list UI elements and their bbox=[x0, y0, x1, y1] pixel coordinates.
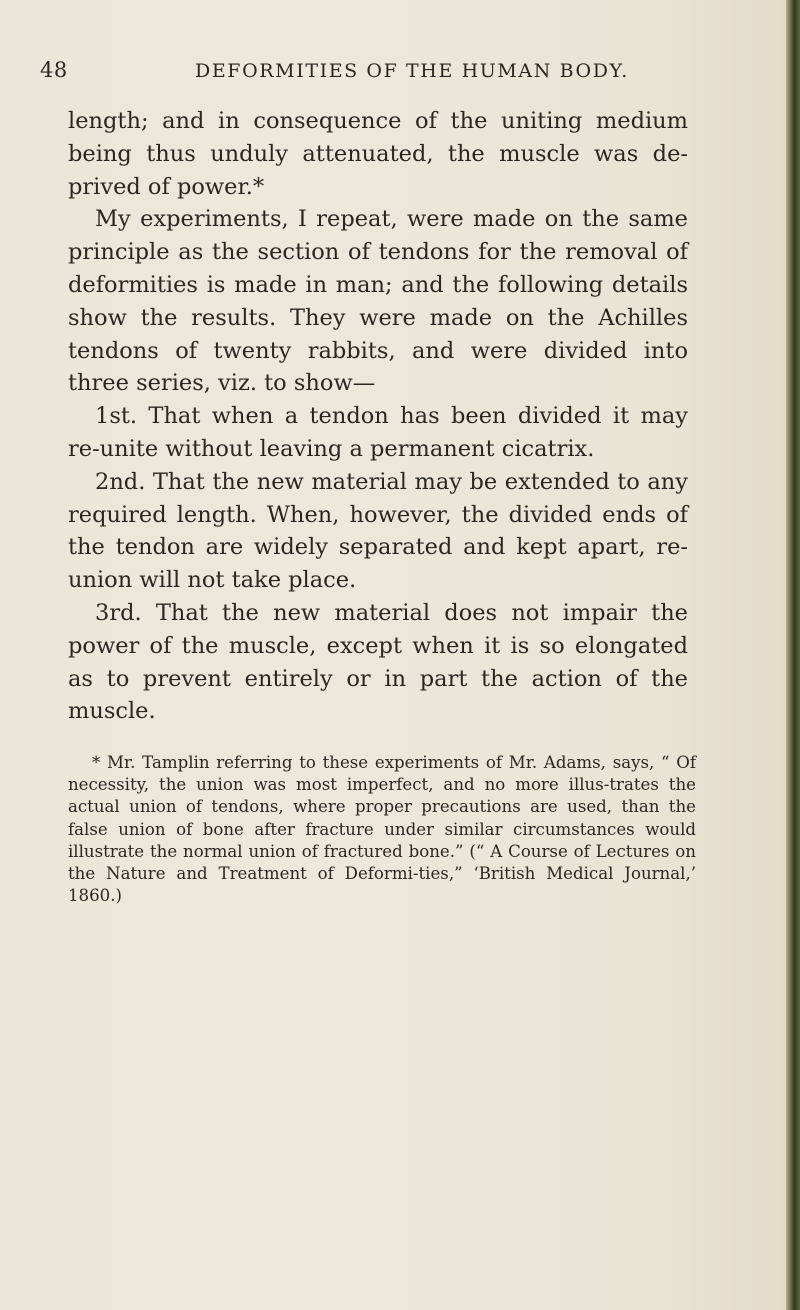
paragraph-first: 1st. That when a tendon has been divided it may re-unite without leaving a permanent cicatrix. bbox=[68, 403, 688, 462]
footnote bbox=[68, 752, 696, 907]
page-number: 48 bbox=[40, 58, 68, 82]
running-head: DEFORMITIES OF THE HUMAN BODY. bbox=[195, 60, 629, 82]
footnote-text: * Mr. Tamplin referring to these experiments of Mr. Adams, says, “ Of necessity, the union was most imperfect, and no more illus-trates the actual union of tendons, where proper precautions are used, than the false union of bone after fracture under similar circumstances would illustrate the normal union of fractured bone.” (“ A Course of Lectures on the Nature and Treatment of Deformi-ties,” ‘British Medical Journal,’ 1860.) bbox=[68, 753, 696, 906]
main-text bbox=[68, 105, 688, 728]
paragraph-continuation: length; and in consequence of the uniting medium being thus unduly attenuated, the muscle was de-prived of power.* bbox=[68, 108, 688, 200]
paragraph-experiments: My experiments, I repeat, were made on the same principle as the section of tendons for the removal of deformities is made in man; and the following details show the results. They were made on the Achilles tendons of twenty rabbits, and were divided into three series, viz. to show— bbox=[68, 206, 688, 397]
page-edge bbox=[786, 0, 800, 1310]
paragraph-third: 3rd. That the new material does not impair the power of the muscle, except when it is so elongated as to prevent entirely or in part the action of the muscle. bbox=[68, 599, 688, 725]
page-header bbox=[40, 58, 740, 88]
paragraph-second: 2nd. That the new material may be extended to any required length. When, however, the divided ends of the tendon are widely separated and kept apart, re-union will not take place. bbox=[68, 468, 688, 594]
